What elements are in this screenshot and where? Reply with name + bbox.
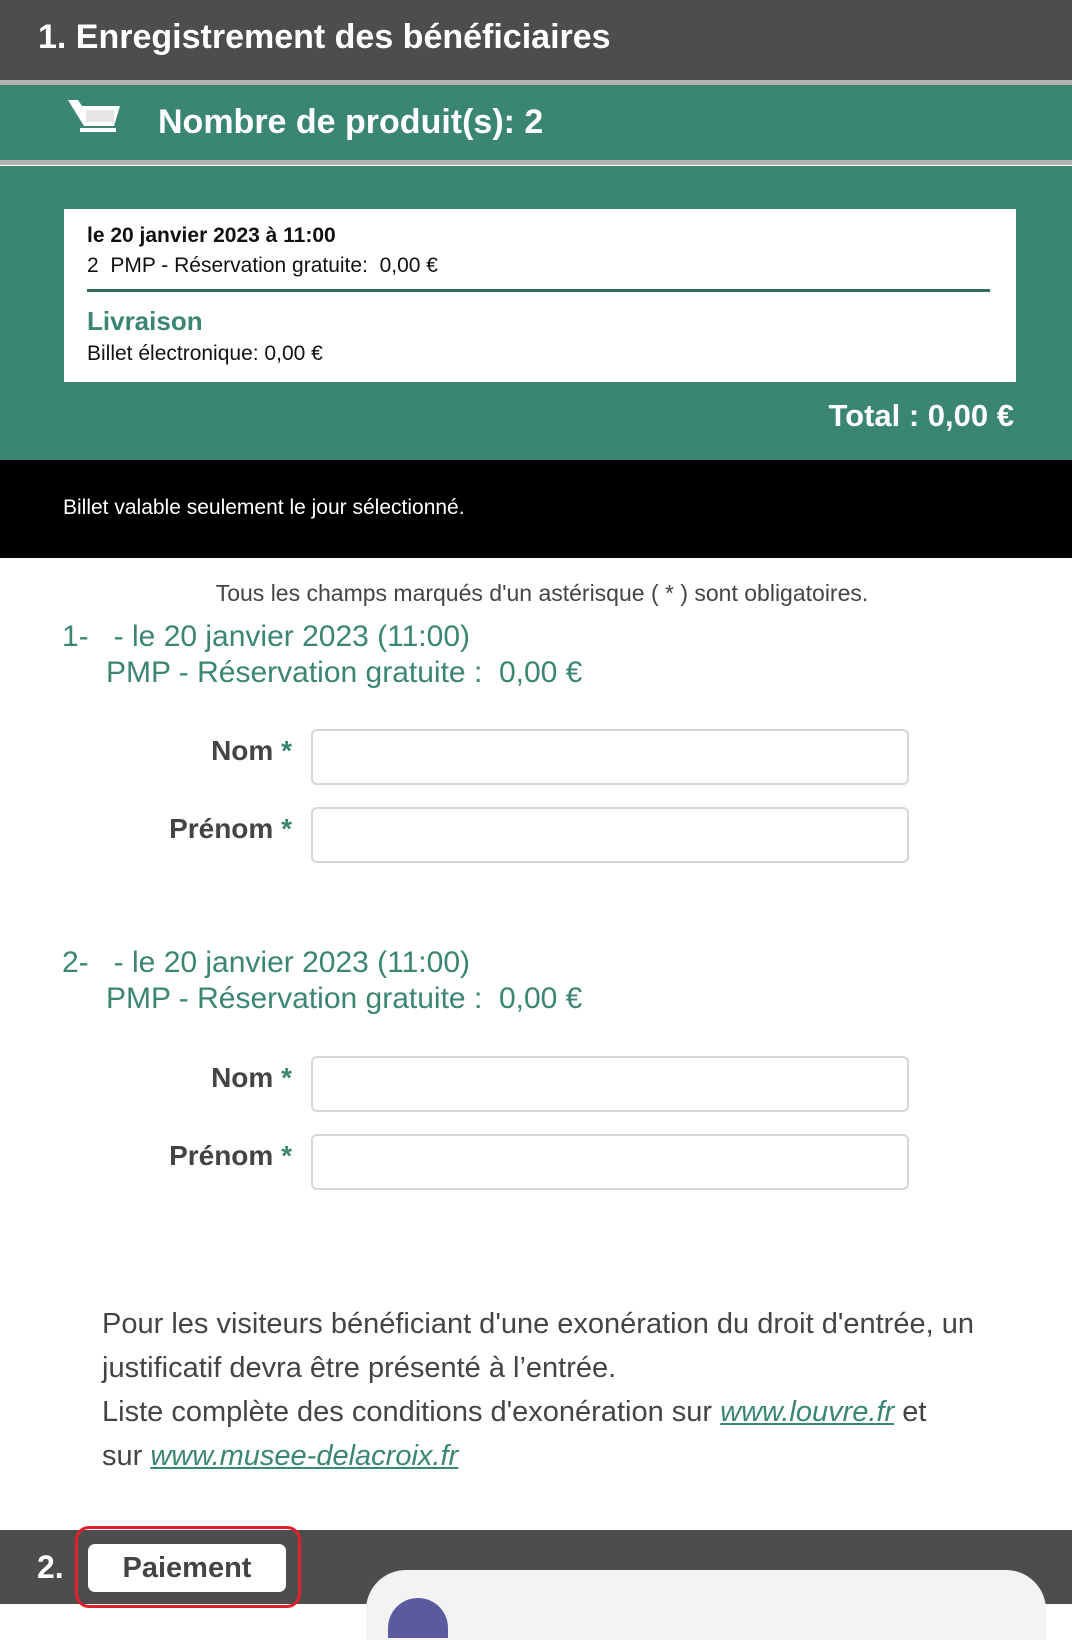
- delivery-title: Livraison: [87, 306, 203, 336]
- beneficiary-1-heading: 1- - le 20 janvier 2023 (11:00): [62, 620, 471, 653]
- exemption-info-line2: Liste complète des conditions d'exonération sur: [102, 1396, 721, 1428]
- beneficiary-1-prenom-label: [52, 813, 292, 845]
- required-marker: *: [281, 1062, 292, 1093]
- summary-product-line: 2 PMP - Réservation gratuite: 0,00 €: [87, 254, 438, 277]
- required-marker: *: [281, 813, 292, 844]
- beneficiary-2-prenom-input[interactable]: [311, 1134, 909, 1190]
- exemption-info: [102, 1302, 1052, 1478]
- nom-label-text: Nom: [211, 1062, 274, 1093]
- beneficiary-1-product: PMP - Réservation gratuite : 0,00 €: [106, 656, 583, 689]
- cart-icon: [66, 96, 124, 140]
- chat-widget[interactable]: [366, 1570, 1046, 1640]
- step-2-number: 2.: [37, 1549, 64, 1585]
- cart-divider: [0, 160, 1072, 165]
- beneficiary-2-product: PMP - Réservation gratuite : 0,00 €: [106, 982, 583, 1015]
- exemption-info-line3: sur: [102, 1440, 151, 1472]
- exemption-info-line1: Pour les visiteurs bénéficiant d'une exonération du droit d'entrée, un justificatif devra être présenté à l’entrée.: [102, 1308, 974, 1384]
- payment-highlight: [75, 1526, 301, 1608]
- notice-text: Billet valable seulement le jour sélectionné.: [63, 496, 465, 519]
- summary-date: le 20 janvier 2023 à 11:00: [87, 224, 336, 247]
- nom-label-text: Nom: [211, 735, 274, 766]
- beneficiary-2-prenom-label: [52, 1140, 292, 1172]
- beneficiary-1-nom-label: [52, 735, 292, 767]
- beneficiary-2-nom-label: [52, 1062, 292, 1094]
- step-title: 1. Enregistrement des bénéficiaires: [38, 18, 611, 56]
- required-marker: *: [281, 735, 292, 766]
- beneficiary-1-prenom-input[interactable]: [311, 807, 909, 863]
- beneficiary-1-nom-input[interactable]: [311, 729, 909, 785]
- required-marker: *: [281, 1140, 292, 1171]
- prenom-label-text: Prénom: [169, 813, 274, 844]
- louvre-link[interactable]: www.louvre.fr: [720, 1396, 895, 1428]
- cart-count: Nombre de produit(s): 2: [158, 103, 544, 141]
- beneficiary-2-nom-input[interactable]: [311, 1056, 909, 1112]
- delacroix-link[interactable]: www.musee-delacroix.fr: [150, 1440, 459, 1472]
- payment-button[interactable]: Paiement: [88, 1544, 286, 1592]
- summary-divider: [87, 289, 990, 292]
- exemption-info-and: et: [894, 1396, 927, 1428]
- required-fields-note: Tous les champs marqués d'un astérisque ( * ) sont obligatoires.: [215, 580, 869, 606]
- prenom-label-text: Prénom: [169, 1140, 274, 1171]
- delivery-line: Billet électronique: 0,00 €: [87, 342, 323, 365]
- beneficiary-2-heading: 2- - le 20 janvier 2023 (11:00): [62, 946, 471, 979]
- order-total: Total : 0,00 €: [828, 398, 1014, 433]
